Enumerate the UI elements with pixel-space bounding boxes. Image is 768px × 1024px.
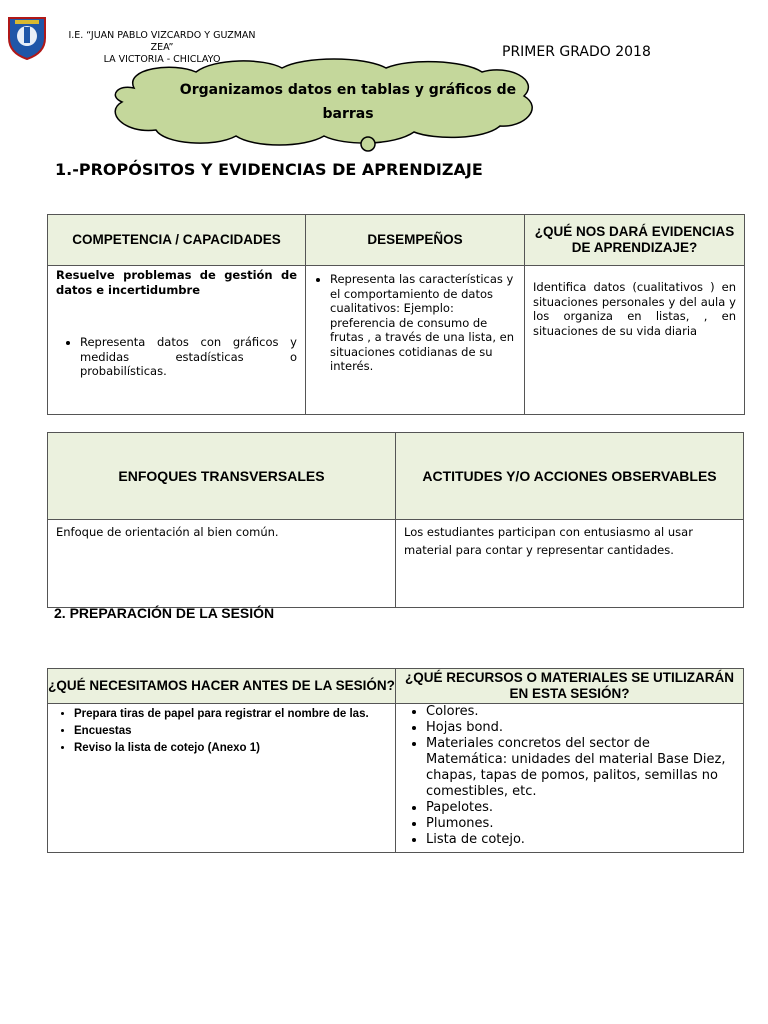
list-item: • Materiales concretos del sector de Matemática: unidades del material Base Diez, chapas, tapas de pomos, palitos, semillas no comestibles, etc. bbox=[426, 736, 735, 800]
grade-label: PRIMER GRADO 2018 bbox=[502, 44, 651, 60]
header-recursos: ¿QUÉ RECURSOS O MATERIALES SE UTILIZARÁN EN ESTA SESIÓN? bbox=[396, 669, 744, 704]
list-item: • Papelotes. bbox=[426, 800, 735, 816]
header-antes: ¿QUÉ NECESITAMOS HACER ANTES DE LA SESIÓN? bbox=[48, 669, 396, 704]
enfoque-cell: Enfoque de orientación al bien común. bbox=[48, 520, 396, 608]
purposes-table bbox=[47, 214, 745, 415]
table-row bbox=[48, 520, 744, 608]
list-item: • Lista de cotejo. bbox=[426, 832, 735, 848]
school-line-1: I.E. “JUAN PABLO VIZCARDO Y GUZMAN ZEA” bbox=[68, 30, 256, 53]
header-competencia: COMPETENCIA / CAPACIDADES bbox=[48, 215, 306, 266]
header-desempenos: DESEMPEÑOS bbox=[306, 215, 525, 266]
banner-title: Organizamos datos en tablas y gráficos de barras bbox=[179, 82, 517, 122]
section-1-title: 1.-PROPÓSITOS Y EVIDENCIAS DE APRENDIZAJE bbox=[55, 160, 483, 179]
preparation-header-row bbox=[48, 669, 744, 704]
competencia-text: Resuelve problemas de gestión de datos e incertidumbre bbox=[56, 268, 297, 297]
competencia-cell bbox=[48, 266, 306, 415]
desempeno-cell bbox=[306, 266, 525, 415]
table-row bbox=[48, 266, 745, 415]
school-line-2: LA VICTORIA - CHICLAYO bbox=[103, 54, 221, 65]
list-item: • Colores. bbox=[426, 704, 735, 720]
enfoques-table bbox=[47, 432, 744, 608]
recursos-cell bbox=[396, 704, 744, 853]
school-logo bbox=[6, 14, 48, 60]
header-evidencias: ¿QUÉ NOS DARÁ EVIDENCIAS DE APRENDIZAJE? bbox=[525, 215, 745, 266]
header-actitudes: ACTITUDES Y/O ACCIONES OBSERVABLES bbox=[396, 433, 744, 520]
list-item: • Hojas bond. bbox=[426, 720, 735, 736]
list-item: • Plumones. bbox=[426, 816, 735, 832]
list-item: • Reviso la lista de cotejo (Anexo 1) bbox=[74, 740, 387, 757]
enfoques-header-row bbox=[48, 433, 744, 520]
desempeno-item: • Representa las características y el comportamiento de datos cualitativos: Ejemplo: preferencia de consumo de frutas , a través de una lista, en situaciones cotidianas de su interés. bbox=[330, 272, 516, 374]
evidencia-cell: Identifica datos (cualitativos ) en situaciones personales y del aula y los organiza en listas, , en situaciones de su vida diaria bbox=[525, 266, 745, 415]
list-item: • Encuestas bbox=[74, 723, 387, 740]
header-enfoques: ENFOQUES TRANSVERSALES bbox=[48, 433, 396, 520]
capacidad-item: • Representa datos con gráficos y medidas estadísticas o probabilísticas. bbox=[80, 335, 297, 379]
actitud-cell: Los estudiantes participan con entusiasmo al usar material para contar y representar cantidades. bbox=[396, 520, 744, 608]
table-row bbox=[48, 704, 744, 853]
antes-cell bbox=[48, 704, 396, 853]
section-2-title: 2. PREPARACIÓN DE LA SESIÓN bbox=[54, 605, 275, 621]
preparation-table bbox=[47, 668, 744, 853]
purposes-header-row bbox=[48, 215, 745, 266]
list-item: • Prepara tiras de papel para registrar el nombre de las. bbox=[74, 706, 387, 723]
